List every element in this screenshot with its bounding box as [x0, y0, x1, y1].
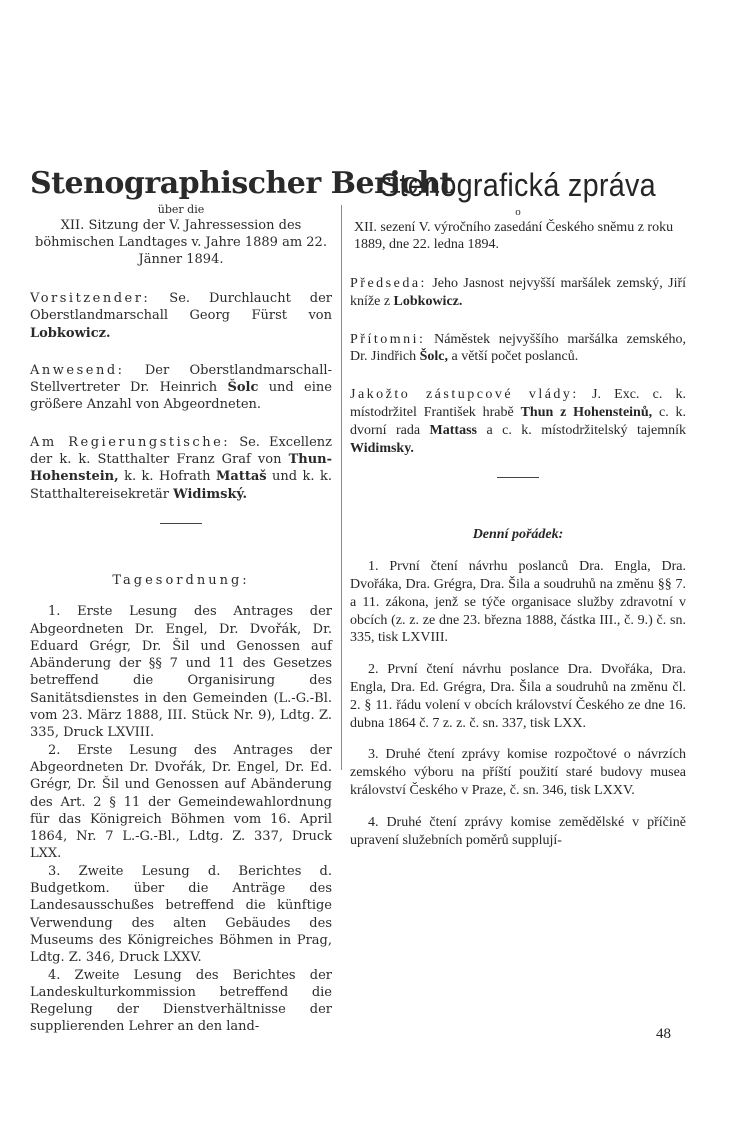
czech-chair-name: Lobkowicz. — [393, 293, 463, 309]
german-gov-text2: k. k. Hofrath — [124, 469, 211, 485]
german-present-label: Anwesend: — [30, 362, 125, 378]
german-present — [30, 362, 332, 414]
czech-gov-label: Jakožto zástupcové vlády: — [350, 387, 579, 403]
czech-subtitle: o — [515, 206, 521, 218]
german-agenda-heading: Tagesordnung: — [112, 572, 250, 588]
czech-agenda-item-1: 1. První čtení návrhu poslanců Dra. Engla, Dra. Dvořáka, Dra. Grégra, Dra. Šila a soudruhů na změnu §§ 7. a 11. zákona, jenž se týče organisace služby zdravotní v obcích (z. z. ze dne 23. března 1888, částka III., č. 9.) č. sn. 335, tisk LXVIII. — [350, 559, 686, 646]
czech-present-name: Šolc, — [419, 349, 448, 365]
german-separator-rule — [160, 523, 202, 524]
german-present-text1: Der Oberstlandmarschall-Stellvertreter Dr. Heinrich — [30, 362, 332, 396]
german-gov-name1: Thun-Hohenstein, — [30, 452, 332, 485]
czech-government — [350, 386, 686, 457]
german-chair-text: Se. Durchlaucht der Oberstlandmarschall Georg Fürst von — [30, 291, 332, 324]
german-agenda-item-2: 2. Erste Lesung des Antrages der Abgeordneten Dr. Dvořák, Dr. Engel, Dr. Ed. Grégr, Dr. Šil und Genossen auf Abänderung des Art. 2 § 11 der Gemeindewahlordnung für das Königreich Böhmen vom 16. April 1864, Nr. 7 L.-G.-Bl., Ldtg. Z. 337, Druck LXX. — [30, 742, 332, 862]
czech-chair-label: Předseda: — [350, 276, 427, 291]
czech-gov-text2: c. k. dvorní rada — [350, 404, 687, 438]
german-present-name: Šolc — [227, 380, 259, 396]
czech-gov-name1: Thun z Hohensteinů, — [520, 404, 653, 420]
czech-present — [350, 331, 686, 367]
czech-session-line: XII. sezení V. výročního zasedání Českého sněmu z roku 1889, dne 22. ledna 1894. — [354, 220, 674, 252]
german-chair-label: Vorsitzender: — [30, 291, 151, 306]
czech-agenda-heading: Denní pořádek: — [472, 527, 564, 543]
czech-agenda-item-4: 4. Druhé čtení zprávy komise zemědělské v příčině upravení služebních poměrů supplují- — [350, 814, 686, 848]
czech-chair-text: Jeho Jasnost nejvyšší maršálek zemský, Jiří kníže z — [350, 276, 687, 309]
german-gov-label: Am Regierungstische: — [30, 434, 231, 450]
page-number: 48 — [656, 1026, 671, 1042]
german-agenda-item-3: 3. Zweite Lesung d. Berichtes d. Budgetkom. über die Anträge des Landesausschußes betreffend die künftige Verwendung des alten Gebäudes des Museums des Königreiches Böhmen in Prag, Ldtg. Z. 346, Druck LXXV. — [30, 863, 332, 966]
german-gov-name3: Widimský. — [173, 486, 248, 502]
czech-title: Stenografická zpráva — [380, 167, 656, 203]
czech-agenda-item-3: 3. Druhé čtení zprávy komise rozpočtové o návrzích zemského výboru na příští použití staré budovy musea království Českého v Praze, č. sn. 346, tisk LXXV. — [350, 747, 686, 798]
czech-separator-rule — [497, 477, 539, 478]
czech-gov-text1: J. Exc. c. k. místodržitel František hrabě — [350, 387, 686, 420]
german-chair — [30, 290, 332, 342]
german-agenda-item-1: 1. Erste Lesung des Antrages der Abgeordneten Dr. Engel, Dr. Dvořák, Dr. Eduard Grégr, Dr. Šil und Genossen auf Abänderung der §§ 7 und 11 des Gesetzes betreffend die Organisirung des Sanitätsdienstes in den Gemeinden (L.-G.-Bl. vom 23. März 1888, III. Stück Nr. 9), Ldtg. Z. 335, Druck LXVIII. — [30, 604, 332, 741]
german-session-line: XII. Sitzung der V. Jahressession des böhmischen Landtages v. Jahre 1889 am 22. Jänner 1894. — [35, 218, 327, 267]
german-gov-text3: und k. k. Statthaltereisekretär — [30, 469, 333, 502]
german-title: Stenographischer Bericht — [30, 166, 453, 201]
german-gov-name2: Mattaš — [216, 469, 267, 485]
czech-chair — [350, 275, 686, 311]
czech-column — [350, 165, 686, 849]
czech-agenda-item-2: 2. První čtení návrhu poslance Dra. Dvořáka, Dra. Engla, Dra. Ed. Grégra, Dra. Šila a soudruhů na změnu čl. 2. § 11. řádu volení v obcích království Českého ze dne 16. dubna 1864 č. 7 z. z. č. sn. 337, tisk LXX. — [350, 662, 686, 731]
czech-gov-text3: a c. k. místodržitelský tajemník — [486, 422, 686, 438]
czech-gov-name2: Mattass — [429, 422, 477, 438]
german-subtitle: über die — [157, 203, 205, 216]
czech-present-text2: a větší počet poslanců. — [451, 349, 579, 365]
czech-present-text1: Náměstek nejvyššího maršálka zemského, Dr. Jindřich — [350, 331, 687, 365]
german-chair-name: Lobkowicz. — [30, 325, 111, 341]
czech-present-label: Přítomni: — [350, 331, 426, 347]
czech-gov-name3: Widimsky. — [350, 440, 414, 456]
german-agenda-item-4: 4. Zweite Lesung des Berichtes der Landeskulturkommission betreffend die Regelung der Dienstverhältnisse der supplierenden Lehrer an den land- — [30, 967, 332, 1035]
german-gov-text1: Se. Excellenz der k. k. Statthalter Franz Graf von — [30, 434, 333, 468]
column-divider — [341, 205, 342, 770]
german-government — [30, 434, 332, 503]
german-present-text2: und eine größere Anzahl von Abgeordneten. — [30, 380, 332, 413]
